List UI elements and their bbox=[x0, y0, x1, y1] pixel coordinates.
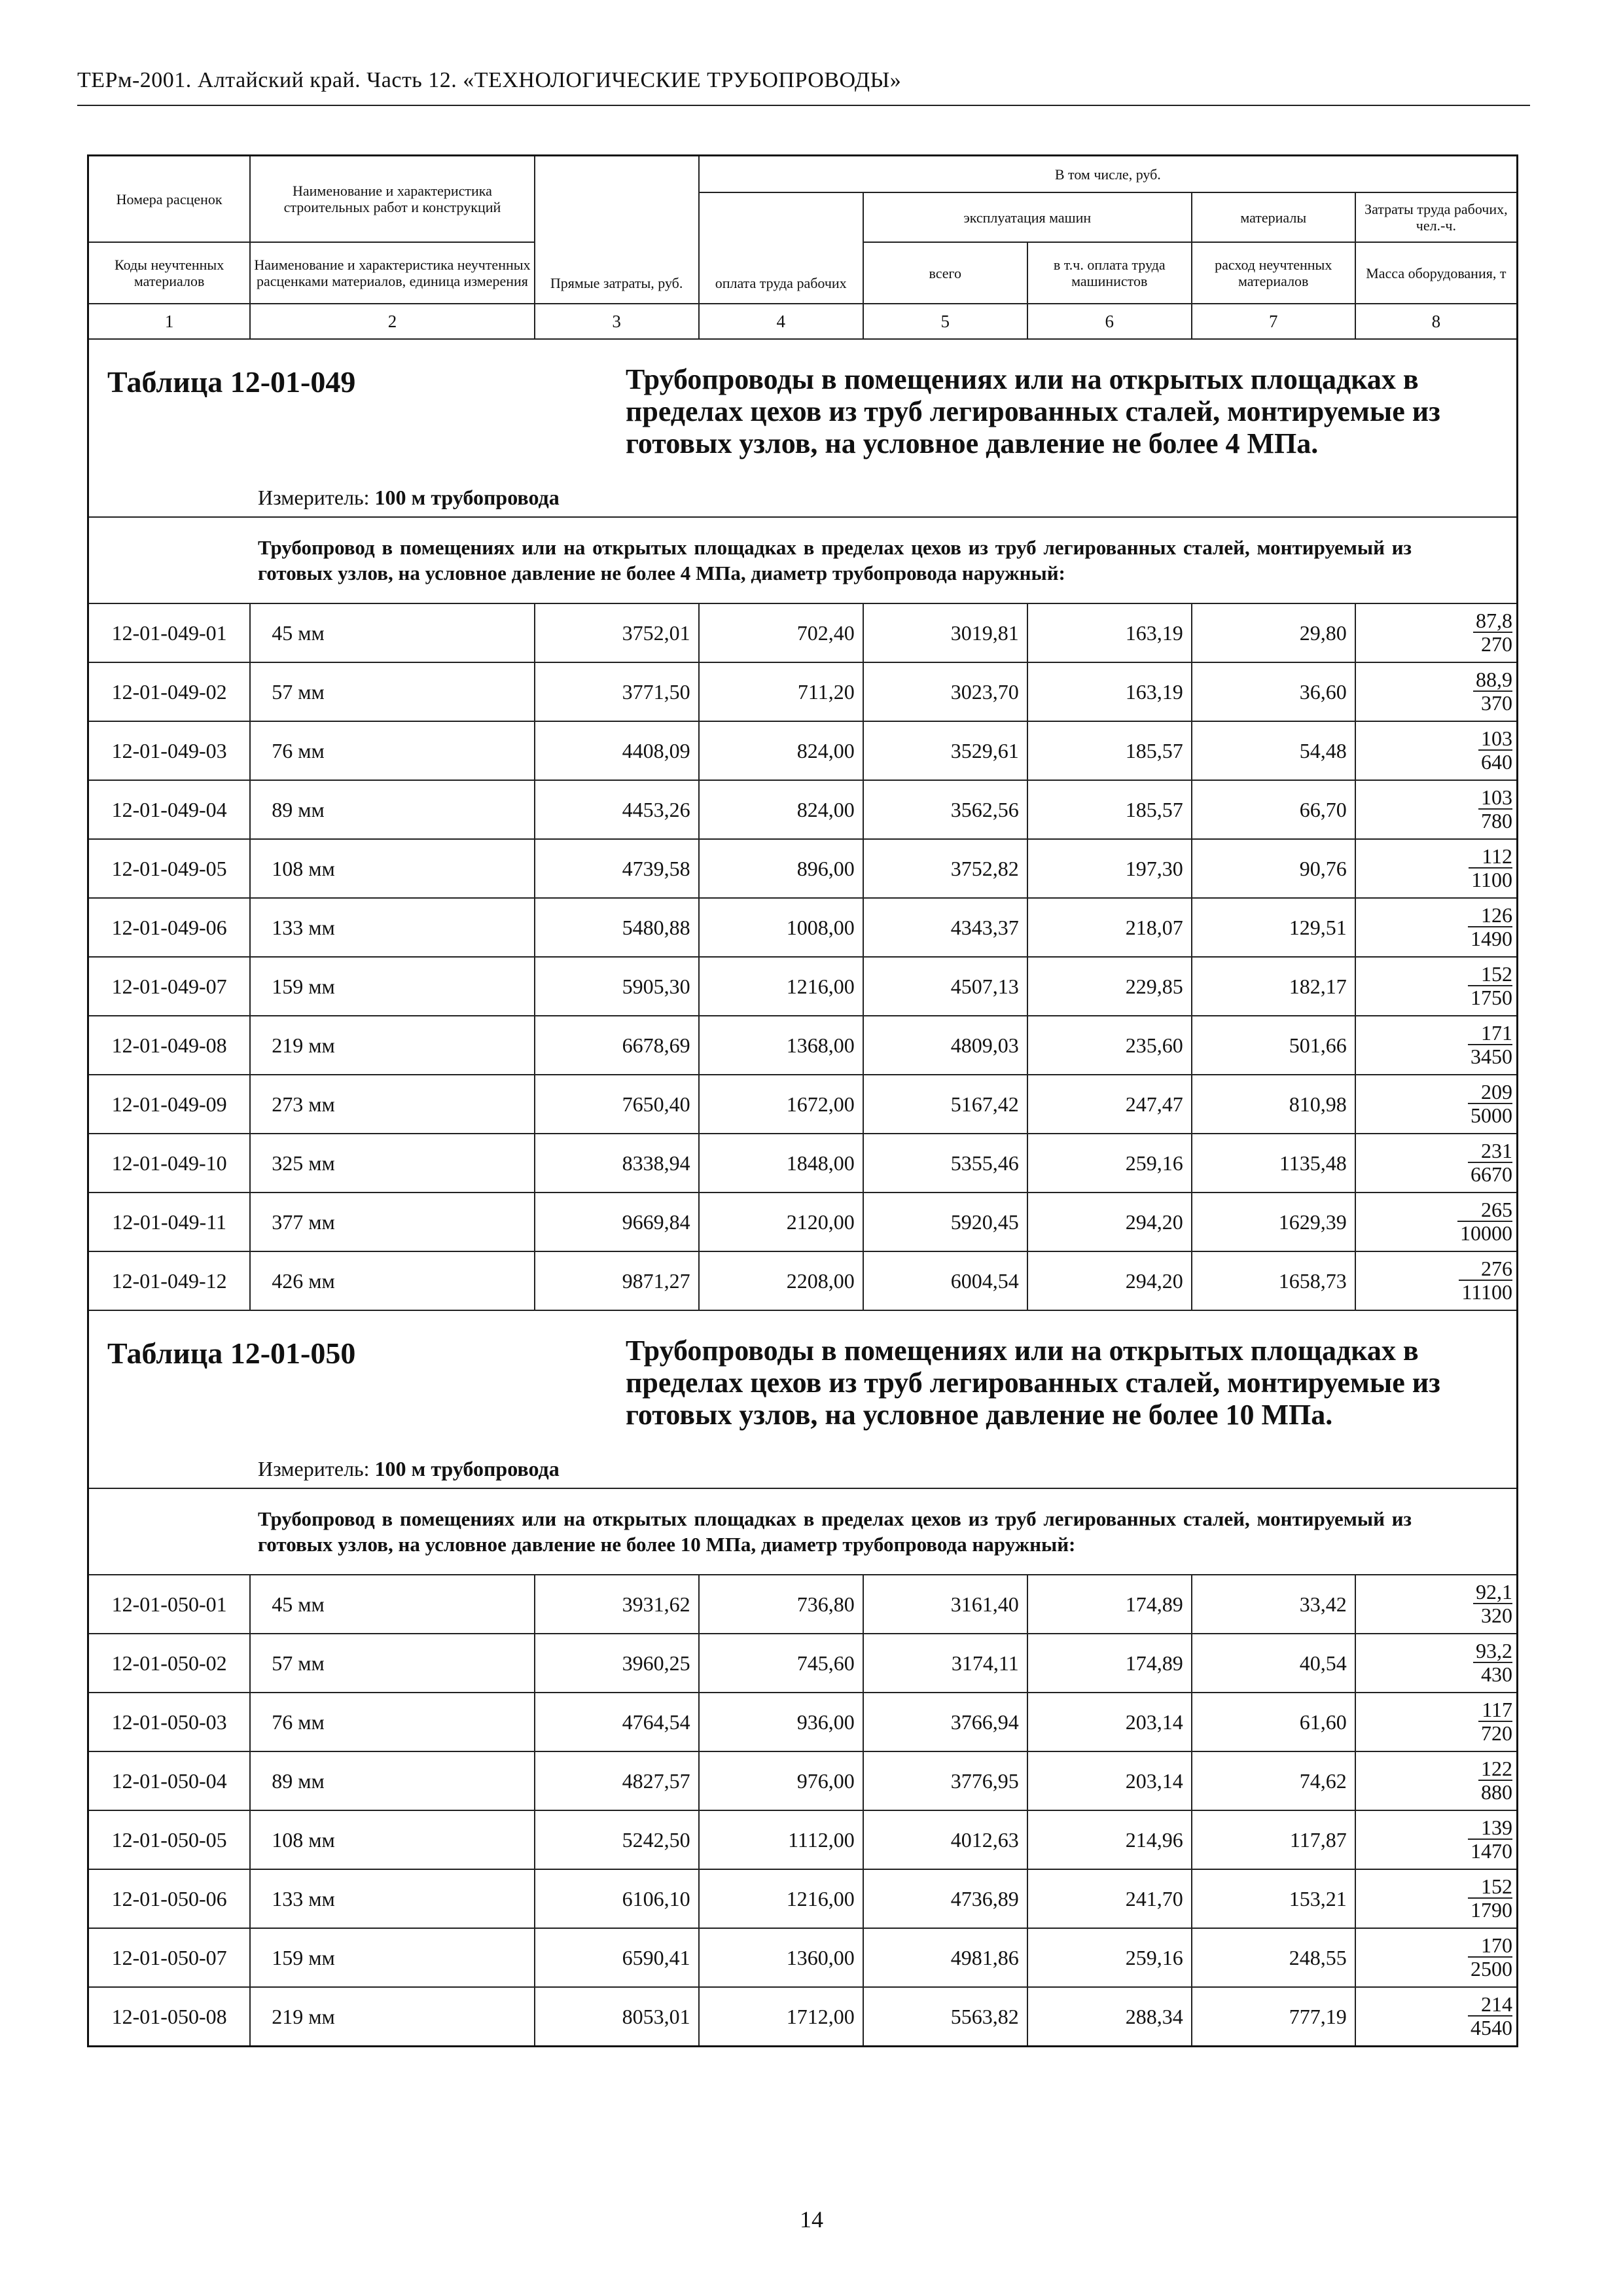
equipment-mass: 2500 bbox=[1471, 1957, 1512, 1981]
rate-code: 12-01-049-12 bbox=[88, 1251, 251, 1310]
labor-pay: 896,00 bbox=[699, 839, 863, 898]
direct-costs: 4408,09 bbox=[535, 721, 699, 780]
rate-code: 12-01-050-06 bbox=[88, 1869, 251, 1928]
direct-costs: 6678,69 bbox=[535, 1016, 699, 1075]
labor-mass-fraction bbox=[1355, 603, 1518, 662]
direct-costs: 7650,40 bbox=[535, 1075, 699, 1134]
labor-hours: 93,2 bbox=[1473, 1640, 1512, 1663]
equipment-mass: 5000 bbox=[1471, 1103, 1512, 1127]
direct-costs: 8338,94 bbox=[535, 1134, 699, 1193]
rate-code: 12-01-049-07 bbox=[88, 957, 251, 1016]
labor-hours: 103 bbox=[1478, 786, 1512, 810]
machines-total: 4809,03 bbox=[863, 1016, 1027, 1075]
labor-hours: 170 bbox=[1468, 1934, 1512, 1958]
labor-pay: 824,00 bbox=[699, 721, 863, 780]
rate-code: 12-01-049-11 bbox=[88, 1193, 251, 1251]
machines-total: 3023,70 bbox=[863, 662, 1027, 721]
table-row bbox=[88, 1928, 1518, 1987]
table-row bbox=[88, 1134, 1518, 1193]
section-heading-row bbox=[88, 517, 1518, 603]
machines-total: 4981,86 bbox=[863, 1928, 1027, 1987]
materials-cost: 90,76 bbox=[1192, 839, 1355, 898]
col1-top-header: Номера расценок bbox=[88, 156, 251, 243]
equipment-mass: 1100 bbox=[1471, 868, 1512, 891]
pipe-diameter: 273 мм bbox=[250, 1075, 534, 1134]
pipe-diameter: 45 мм bbox=[250, 603, 534, 662]
equipment-mass: 4540 bbox=[1471, 2016, 1512, 2039]
rate-code: 12-01-050-08 bbox=[88, 1987, 251, 2047]
labor-pay: 1216,00 bbox=[699, 957, 863, 1016]
table-label: Таблица 12-01-050 bbox=[107, 1336, 356, 1370]
pipe-diameter: 159 мм bbox=[250, 1928, 534, 1987]
machines-total: 3174,11 bbox=[863, 1634, 1027, 1693]
labor-pay: 1672,00 bbox=[699, 1075, 863, 1134]
labor-pay: 1848,00 bbox=[699, 1134, 863, 1193]
section-heading: Трубопровод в помещениях или на открытых площадках в пределах цехов из труб легированных сталей, монтируемый из готовых узлов, на условное давление не более 4 МПа, диаметр трубопровода наружный: bbox=[88, 517, 1518, 603]
col5-header: всего bbox=[863, 242, 1027, 304]
pipe-diameter: 133 мм bbox=[250, 1869, 534, 1928]
header-row-1 bbox=[88, 156, 1518, 193]
direct-costs: 3960,25 bbox=[535, 1634, 699, 1693]
table-row bbox=[88, 780, 1518, 839]
labor-pay: 1712,00 bbox=[699, 1987, 863, 2047]
pipe-diameter: 45 мм bbox=[250, 1575, 534, 1634]
materials-cost: 54,48 bbox=[1192, 721, 1355, 780]
labor-hours: 103 bbox=[1478, 727, 1512, 751]
direct-costs: 3752,01 bbox=[535, 603, 699, 662]
rate-code: 12-01-049-03 bbox=[88, 721, 251, 780]
machines-total: 3161,40 bbox=[863, 1575, 1027, 1634]
group-header: В том числе, руб. bbox=[699, 156, 1518, 193]
labor-hours: 265 bbox=[1457, 1198, 1512, 1222]
machines-total: 3766,94 bbox=[863, 1693, 1027, 1751]
direct-costs: 8053,01 bbox=[535, 1987, 699, 2047]
machines-total: 5167,42 bbox=[863, 1075, 1027, 1134]
labor-mass-fraction bbox=[1355, 1928, 1518, 1987]
labor-mass-fraction bbox=[1355, 1016, 1518, 1075]
labor-hours: 276 bbox=[1459, 1257, 1512, 1281]
column-number: 1 bbox=[88, 304, 251, 339]
equipment-mass: 640 bbox=[1481, 750, 1512, 774]
labor-pay: 1112,00 bbox=[699, 1810, 863, 1869]
machines-total: 6004,54 bbox=[863, 1251, 1027, 1310]
direct-costs: 6106,10 bbox=[535, 1869, 699, 1928]
table-row bbox=[88, 721, 1518, 780]
equipment-mass: 430 bbox=[1481, 1662, 1512, 1686]
direct-costs: 4764,54 bbox=[535, 1693, 699, 1751]
labor-hours: 92,1 bbox=[1473, 1581, 1512, 1604]
machines-total: 3562,56 bbox=[863, 780, 1027, 839]
measure-value: 100 м трубопровода bbox=[374, 1457, 560, 1480]
machines-header: эксплуатация машин bbox=[863, 192, 1192, 242]
table-title: Трубопроводы в помещениях или на открытых площадках в пределах цехов из труб легированных сталей, монтируемые из готовых узлов, на условное давление не более 10 МПа. bbox=[626, 1335, 1440, 1431]
labor-hours: 112 bbox=[1469, 845, 1512, 869]
machines-total: 4736,89 bbox=[863, 1869, 1027, 1928]
labor-pay: 711,20 bbox=[699, 662, 863, 721]
machinist-pay: 235,60 bbox=[1027, 1016, 1192, 1075]
column-number: 4 bbox=[699, 304, 863, 339]
materials-cost: 182,17 bbox=[1192, 957, 1355, 1016]
labor-hours: 88,9 bbox=[1473, 668, 1512, 692]
table-row bbox=[88, 1751, 1518, 1810]
machinist-pay: 185,57 bbox=[1027, 721, 1192, 780]
labor-pay: 1368,00 bbox=[699, 1016, 863, 1075]
running-title: ТЕРм-2001. Алтайский край. Часть 12. «ТЕХНОЛОГИЧЕСКИЕ ТРУБОПРОВОДЫ» bbox=[77, 68, 902, 92]
labor-mass-fraction bbox=[1355, 1751, 1518, 1810]
col8-top-header: Затраты труда рабочих, чел.-ч. bbox=[1355, 192, 1518, 242]
rate-code: 12-01-049-02 bbox=[88, 662, 251, 721]
machines-total: 4012,63 bbox=[863, 1810, 1027, 1869]
materials-cost: 117,87 bbox=[1192, 1810, 1355, 1869]
table-row bbox=[88, 1251, 1518, 1310]
table-row bbox=[88, 1193, 1518, 1251]
labor-mass-fraction bbox=[1355, 898, 1518, 957]
col2-top-header: Наименование и характеристика строительных работ и конструкций bbox=[250, 156, 534, 243]
rate-code: 12-01-049-06 bbox=[88, 898, 251, 957]
machinist-pay: 185,57 bbox=[1027, 780, 1192, 839]
labor-mass-fraction bbox=[1355, 1251, 1518, 1310]
materials-cost: 74,62 bbox=[1192, 1751, 1355, 1810]
rate-code: 12-01-050-04 bbox=[88, 1751, 251, 1810]
table-row bbox=[88, 1016, 1518, 1075]
equipment-mass: 6670 bbox=[1471, 1162, 1512, 1186]
machinist-pay: 241,70 bbox=[1027, 1869, 1192, 1928]
materials-cost: 777,19 bbox=[1192, 1987, 1355, 2047]
direct-costs: 5242,50 bbox=[535, 1810, 699, 1869]
col8-bottom-header: Масса оборудования, т bbox=[1355, 242, 1518, 304]
materials-cost: 248,55 bbox=[1192, 1928, 1355, 1987]
equipment-mass: 370 bbox=[1481, 691, 1512, 715]
labor-hours: 139 bbox=[1468, 1816, 1512, 1840]
labor-hours: 209 bbox=[1468, 1081, 1512, 1104]
rate-code: 12-01-050-02 bbox=[88, 1634, 251, 1693]
materials-cost: 36,60 bbox=[1192, 662, 1355, 721]
column-number: 8 bbox=[1355, 304, 1518, 339]
rate-code: 12-01-049-10 bbox=[88, 1134, 251, 1193]
rate-code: 12-01-049-05 bbox=[88, 839, 251, 898]
measure-value: 100 м трубопровода bbox=[374, 486, 560, 509]
labor-mass-fraction bbox=[1355, 839, 1518, 898]
machinist-pay: 294,20 bbox=[1027, 1251, 1192, 1310]
pipe-diameter: 377 мм bbox=[250, 1193, 534, 1251]
measure-label: Измеритель: bbox=[258, 1457, 370, 1480]
table-row bbox=[88, 1869, 1518, 1928]
section-heading-row bbox=[88, 1488, 1518, 1575]
materials-cost: 33,42 bbox=[1192, 1575, 1355, 1634]
labor-pay: 2208,00 bbox=[699, 1251, 863, 1310]
labor-hours: 87,8 bbox=[1473, 609, 1512, 633]
materials-cost: 129,51 bbox=[1192, 898, 1355, 957]
machinist-pay: 259,16 bbox=[1027, 1928, 1192, 1987]
price-table bbox=[87, 154, 1518, 2047]
labor-pay: 702,40 bbox=[699, 603, 863, 662]
equipment-mass: 720 bbox=[1481, 1721, 1512, 1745]
direct-costs: 3771,50 bbox=[535, 662, 699, 721]
col2-bottom-header: Наименование и характеристика неучтенных расценками материалов, единица измерения bbox=[250, 242, 534, 304]
machinist-pay: 163,19 bbox=[1027, 662, 1192, 721]
direct-costs: 9669,84 bbox=[535, 1193, 699, 1251]
rate-code: 12-01-050-05 bbox=[88, 1810, 251, 1869]
materials-cost: 29,80 bbox=[1192, 603, 1355, 662]
machines-total: 3776,95 bbox=[863, 1751, 1027, 1810]
equipment-mass: 1470 bbox=[1471, 1839, 1512, 1863]
pipe-diameter: 133 мм bbox=[250, 898, 534, 957]
materials-cost: 810,98 bbox=[1192, 1075, 1355, 1134]
labor-pay: 745,60 bbox=[699, 1634, 863, 1693]
direct-costs: 4827,57 bbox=[535, 1751, 699, 1810]
rate-code: 12-01-049-09 bbox=[88, 1075, 251, 1134]
page-number: 14 bbox=[800, 2206, 823, 2233]
table-row bbox=[88, 898, 1518, 957]
materials-cost: 1135,48 bbox=[1192, 1134, 1355, 1193]
equipment-mass: 320 bbox=[1481, 1604, 1512, 1627]
labor-hours: 122 bbox=[1478, 1757, 1512, 1781]
labor-hours: 117 bbox=[1478, 1698, 1512, 1722]
direct-costs: 4739,58 bbox=[535, 839, 699, 898]
header-rule bbox=[77, 105, 1530, 106]
table-row bbox=[88, 662, 1518, 721]
machinist-pay: 259,16 bbox=[1027, 1134, 1192, 1193]
pipe-diameter: 57 мм bbox=[250, 1634, 534, 1693]
direct-costs: 6590,41 bbox=[535, 1928, 699, 1987]
section-heading: Трубопровод в помещениях или на открытых площадках в пределах цехов из труб легированных сталей, монтируемый из готовых узлов, на условное давление не более 10 МПа, диаметр трубопровода наружный: bbox=[88, 1488, 1518, 1575]
labor-mass-fraction bbox=[1355, 957, 1518, 1016]
direct-costs: 3931,62 bbox=[535, 1575, 699, 1634]
labor-hours: 152 bbox=[1468, 1875, 1512, 1899]
equipment-mass: 1490 bbox=[1471, 927, 1512, 950]
column-number-row bbox=[88, 304, 1518, 339]
rate-code: 12-01-050-03 bbox=[88, 1693, 251, 1751]
pipe-diameter: 426 мм bbox=[250, 1251, 534, 1310]
pipe-diameter: 89 мм bbox=[250, 1751, 534, 1810]
column-number: 2 bbox=[250, 304, 534, 339]
table-row bbox=[88, 1075, 1518, 1134]
machines-total: 3019,81 bbox=[863, 603, 1027, 662]
machinist-pay: 218,07 bbox=[1027, 898, 1192, 957]
col3-header: Прямые затраты, руб. bbox=[535, 156, 699, 304]
col1-bottom-header: Коды неучтенных материалов bbox=[88, 242, 251, 304]
rate-code: 12-01-049-04 bbox=[88, 780, 251, 839]
machines-total: 5920,45 bbox=[863, 1193, 1027, 1251]
measure-unit bbox=[258, 1457, 560, 1481]
pipe-diameter: 325 мм bbox=[250, 1134, 534, 1193]
materials-cost: 40,54 bbox=[1192, 1634, 1355, 1693]
machines-total: 4507,13 bbox=[863, 957, 1027, 1016]
labor-mass-fraction bbox=[1355, 1869, 1518, 1928]
labor-mass-fraction bbox=[1355, 1987, 1518, 2047]
pipe-diameter: 108 мм bbox=[250, 839, 534, 898]
pipe-diameter: 76 мм bbox=[250, 721, 534, 780]
machines-total: 3752,82 bbox=[863, 839, 1027, 898]
rate-code: 12-01-049-01 bbox=[88, 603, 251, 662]
labor-pay: 936,00 bbox=[699, 1693, 863, 1751]
machinist-pay: 163,19 bbox=[1027, 603, 1192, 662]
column-number: 7 bbox=[1192, 304, 1355, 339]
table-row bbox=[88, 1810, 1518, 1869]
labor-pay: 2120,00 bbox=[699, 1193, 863, 1251]
machinist-pay: 197,30 bbox=[1027, 839, 1192, 898]
pipe-diameter: 108 мм bbox=[250, 1810, 534, 1869]
machinist-pay: 229,85 bbox=[1027, 957, 1192, 1016]
labor-pay: 736,80 bbox=[699, 1575, 863, 1634]
equipment-mass: 3450 bbox=[1471, 1045, 1512, 1068]
table-title: Трубопроводы в помещениях или на открытых площадках в пределах цехов из труб легированных сталей, монтируемые из готовых узлов, на условное давление не более 4 МПа. bbox=[626, 363, 1440, 459]
materials-cost: 66,70 bbox=[1192, 780, 1355, 839]
table-row bbox=[88, 1634, 1518, 1693]
col4-header: оплата труда рабочих bbox=[699, 192, 863, 304]
equipment-mass: 11100 bbox=[1461, 1280, 1512, 1304]
column-number: 5 bbox=[863, 304, 1027, 339]
direct-costs: 5480,88 bbox=[535, 898, 699, 957]
table-row bbox=[88, 1575, 1518, 1634]
pipe-diameter: 159 мм bbox=[250, 957, 534, 1016]
pipe-diameter: 89 мм bbox=[250, 780, 534, 839]
machinist-pay: 174,89 bbox=[1027, 1575, 1192, 1634]
equipment-mass: 780 bbox=[1481, 809, 1512, 833]
machines-total: 5355,46 bbox=[863, 1134, 1027, 1193]
labor-hours: 171 bbox=[1468, 1022, 1512, 1045]
direct-costs: 9871,27 bbox=[535, 1251, 699, 1310]
machines-total: 3529,61 bbox=[863, 721, 1027, 780]
materials-cost: 61,60 bbox=[1192, 1693, 1355, 1751]
labor-pay: 1008,00 bbox=[699, 898, 863, 957]
table-row bbox=[88, 957, 1518, 1016]
labor-mass-fraction bbox=[1355, 1134, 1518, 1193]
materials-cost: 1629,39 bbox=[1192, 1193, 1355, 1251]
labor-hours: 126 bbox=[1468, 904, 1512, 927]
pipe-diameter: 219 мм bbox=[250, 1987, 534, 2047]
materials-cost: 153,21 bbox=[1192, 1869, 1355, 1928]
labor-hours: 152 bbox=[1468, 963, 1512, 986]
machinist-pay: 247,47 bbox=[1027, 1075, 1192, 1134]
direct-costs: 5905,30 bbox=[535, 957, 699, 1016]
labor-pay: 976,00 bbox=[699, 1751, 863, 1810]
rate-code: 12-01-050-07 bbox=[88, 1928, 251, 1987]
rate-code: 12-01-050-01 bbox=[88, 1575, 251, 1634]
table-row bbox=[88, 839, 1518, 898]
equipment-mass: 270 bbox=[1481, 632, 1512, 656]
measure-unit bbox=[258, 486, 560, 510]
col7-header: расход неучтенных материалов bbox=[1192, 242, 1355, 304]
table-row bbox=[88, 1987, 1518, 2047]
machinist-pay: 288,34 bbox=[1027, 1987, 1192, 2047]
pipe-diameter: 76 мм bbox=[250, 1693, 534, 1751]
labor-mass-fraction bbox=[1355, 1693, 1518, 1751]
table-title-row bbox=[88, 1310, 1518, 1488]
table-row bbox=[88, 603, 1518, 662]
labor-pay: 1216,00 bbox=[699, 1869, 863, 1928]
table-row bbox=[88, 1693, 1518, 1751]
materials-cost: 1658,73 bbox=[1192, 1251, 1355, 1310]
labor-mass-fraction bbox=[1355, 721, 1518, 780]
labor-pay: 1360,00 bbox=[699, 1928, 863, 1987]
pipe-diameter: 219 мм bbox=[250, 1016, 534, 1075]
labor-hours: 231 bbox=[1468, 1139, 1512, 1163]
machinist-pay: 203,14 bbox=[1027, 1751, 1192, 1810]
labor-hours: 214 bbox=[1468, 1993, 1512, 2017]
rate-code: 12-01-049-08 bbox=[88, 1016, 251, 1075]
machines-total: 4343,37 bbox=[863, 898, 1027, 957]
measure-label: Измеритель: bbox=[258, 486, 370, 509]
direct-costs: 4453,26 bbox=[535, 780, 699, 839]
column-number: 3 bbox=[535, 304, 699, 339]
labor-pay: 824,00 bbox=[699, 780, 863, 839]
machinist-pay: 294,20 bbox=[1027, 1193, 1192, 1251]
labor-mass-fraction bbox=[1355, 1193, 1518, 1251]
equipment-mass: 1750 bbox=[1471, 986, 1512, 1009]
labor-mass-fraction bbox=[1355, 1634, 1518, 1693]
labor-mass-fraction bbox=[1355, 1575, 1518, 1634]
machinist-pay: 203,14 bbox=[1027, 1693, 1192, 1751]
col6-header: в т.ч. оплата труда машинистов bbox=[1027, 242, 1192, 304]
machinist-pay: 214,96 bbox=[1027, 1810, 1192, 1869]
equipment-mass: 880 bbox=[1481, 1780, 1512, 1804]
pipe-diameter: 57 мм bbox=[250, 662, 534, 721]
equipment-mass: 1790 bbox=[1471, 1898, 1512, 1922]
labor-mass-fraction bbox=[1355, 1075, 1518, 1134]
materials-header: материалы bbox=[1192, 192, 1355, 242]
machines-total: 5563,82 bbox=[863, 1987, 1027, 2047]
table-label: Таблица 12-01-049 bbox=[107, 365, 356, 399]
labor-mass-fraction bbox=[1355, 662, 1518, 721]
column-number: 6 bbox=[1027, 304, 1192, 339]
equipment-mass: 10000 bbox=[1460, 1221, 1512, 1245]
machinist-pay: 174,89 bbox=[1027, 1634, 1192, 1693]
labor-mass-fraction bbox=[1355, 1810, 1518, 1869]
table-title-row bbox=[88, 339, 1518, 517]
materials-cost: 501,66 bbox=[1192, 1016, 1355, 1075]
labor-mass-fraction bbox=[1355, 780, 1518, 839]
